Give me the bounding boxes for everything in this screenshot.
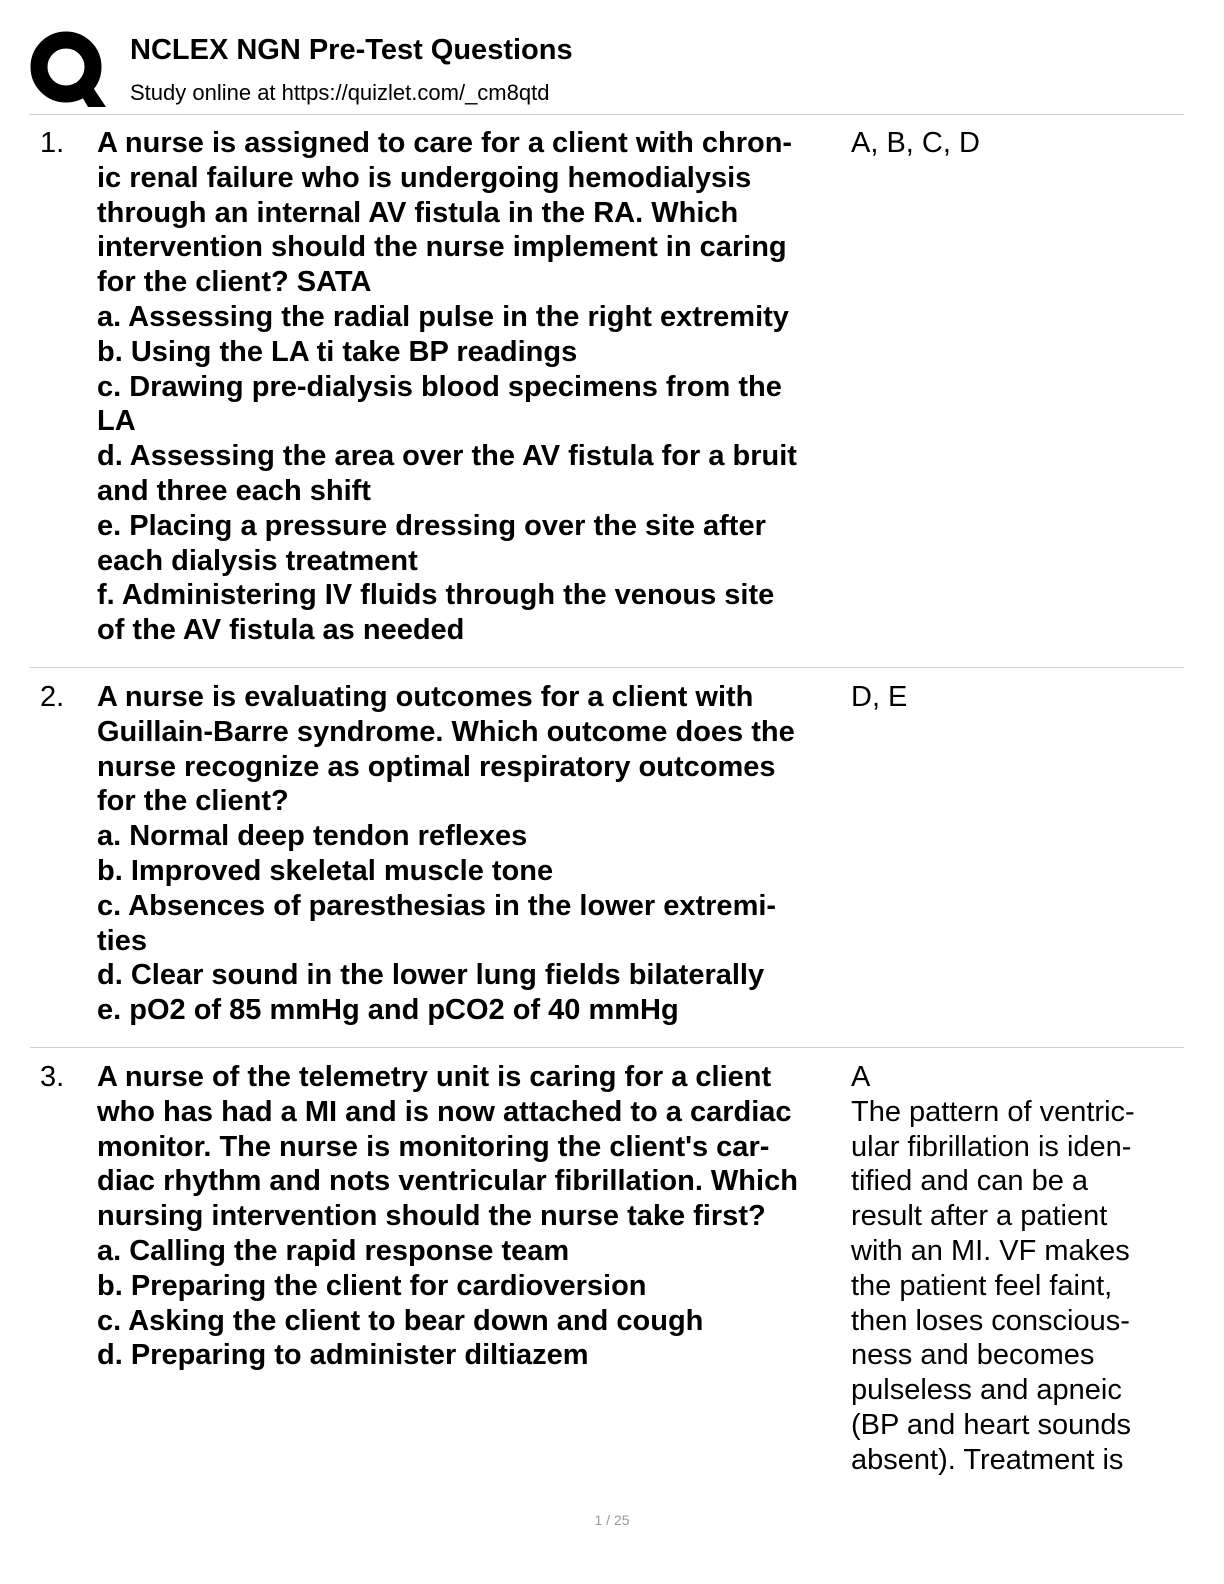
question-line: Guillain-Barre syndrome. Which outcome does the	[97, 715, 795, 748]
question-line: and three each shift	[97, 474, 371, 507]
answer-line: ness and becomes	[851, 1339, 1095, 1372]
question-line: e. pO2 of 85 mmHg and pCO2 of 40 mmHg	[97, 994, 679, 1027]
page-header	[30, 28, 1190, 114]
question-line: f. Administering IV fluids through the venous site	[97, 579, 775, 612]
divider	[30, 114, 1184, 115]
card-number: 1.	[40, 127, 65, 159]
question-line: d. Assessing the area over the AV fistula for a bruit	[97, 440, 797, 473]
question-line: d. Clear sound in the lower lung fields bilaterally	[97, 959, 765, 992]
question-line: a. Assessing the radial pulse in the right extremity	[97, 300, 789, 333]
question-line: each dialysis treatment	[97, 544, 418, 577]
question-line: a. Calling the rapid response team	[97, 1234, 570, 1267]
question-line: who has had a MI and is now attached to a cardiac	[97, 1095, 792, 1128]
question-line: for the client?	[97, 785, 289, 818]
card-answer	[851, 1060, 1191, 1478]
question-line: LA	[97, 405, 136, 438]
question-line: A nurse is evaluating outcomes for a client with	[97, 681, 754, 713]
question-line: c. Asking the client to bear down and cough	[97, 1304, 704, 1337]
question-line: for the client? SATA	[97, 266, 372, 299]
question-line: ties	[97, 924, 147, 957]
card-number: 3.	[40, 1061, 65, 1093]
page-number: 1 / 25	[594, 1512, 630, 1528]
question-line: c. Absences of paresthesias in the lower extremi-	[97, 889, 777, 922]
answer-line: with an MI. VF makes	[851, 1234, 1130, 1267]
page-subtitle: Study online at https://quizlet.com/_cm8qtd	[130, 80, 550, 105]
question-line: nursing intervention should the nurse take first?	[97, 1200, 766, 1233]
quizlet-logo-icon	[30, 31, 106, 107]
card-number: 2.	[40, 681, 65, 713]
question-line: b. Improved skeletal muscle tone	[97, 854, 554, 887]
question-line: b. Preparing the client for cardioversion	[97, 1269, 647, 1302]
answer-line: absent). Treatment is	[851, 1443, 1124, 1476]
answer-line: pulseless and apneic	[851, 1374, 1122, 1407]
answer-line: The pattern of ventric-	[851, 1095, 1135, 1128]
question-line: through an internal AV fistula in the RA. Which	[97, 196, 739, 229]
question-line: A nurse is assigned to care for a client with chron-	[97, 127, 793, 159]
question-line: d. Preparing to administer diltiazem	[97, 1339, 589, 1372]
answer-line: the patient feel faint,	[851, 1269, 1113, 1302]
question-line: A nurse of the telemetry unit is caring for a client	[97, 1061, 772, 1093]
question-line: diac rhythm and nots ventricular fibrillation. Which	[97, 1165, 798, 1198]
question-line: c. Drawing pre-dialysis blood specimens from the	[97, 370, 782, 403]
question-line: a. Normal deep tendon reflexes	[97, 820, 528, 853]
card-question	[97, 680, 847, 1028]
answer-line: (BP and heart sounds	[851, 1408, 1131, 1441]
question-line: intervention should the nurse implement in caring	[97, 231, 787, 264]
card-answer	[851, 126, 1191, 161]
divider	[30, 1047, 1184, 1048]
divider	[30, 667, 1184, 668]
answer-line: tified and can be a	[851, 1165, 1089, 1198]
answer-line: D, E	[851, 681, 908, 713]
card-question	[97, 126, 847, 648]
answer-line: ular fibrillation is iden-	[851, 1130, 1132, 1163]
answer-line: then loses conscious-	[851, 1304, 1130, 1337]
page-title: NCLEX NGN Pre-Test Questions	[130, 34, 573, 66]
answer-line: A, B, C, D	[851, 127, 980, 159]
answer-line: A	[851, 1061, 871, 1093]
question-line: b. Using the LA ti take BP readings	[97, 335, 578, 368]
card-answer	[851, 680, 1191, 715]
question-line: e. Placing a pressure dressing over the site after	[97, 509, 766, 542]
question-line: monitor. The nurse is monitoring the client's car-	[97, 1130, 770, 1163]
question-line: of the AV fistula as needed	[97, 614, 465, 647]
question-line: ic renal failure who is undergoing hemodialysis	[97, 161, 752, 194]
answer-line: result after a patient	[851, 1200, 1108, 1233]
card-question	[97, 1060, 847, 1373]
question-line: nurse recognize as optimal respiratory outcomes	[97, 750, 776, 783]
